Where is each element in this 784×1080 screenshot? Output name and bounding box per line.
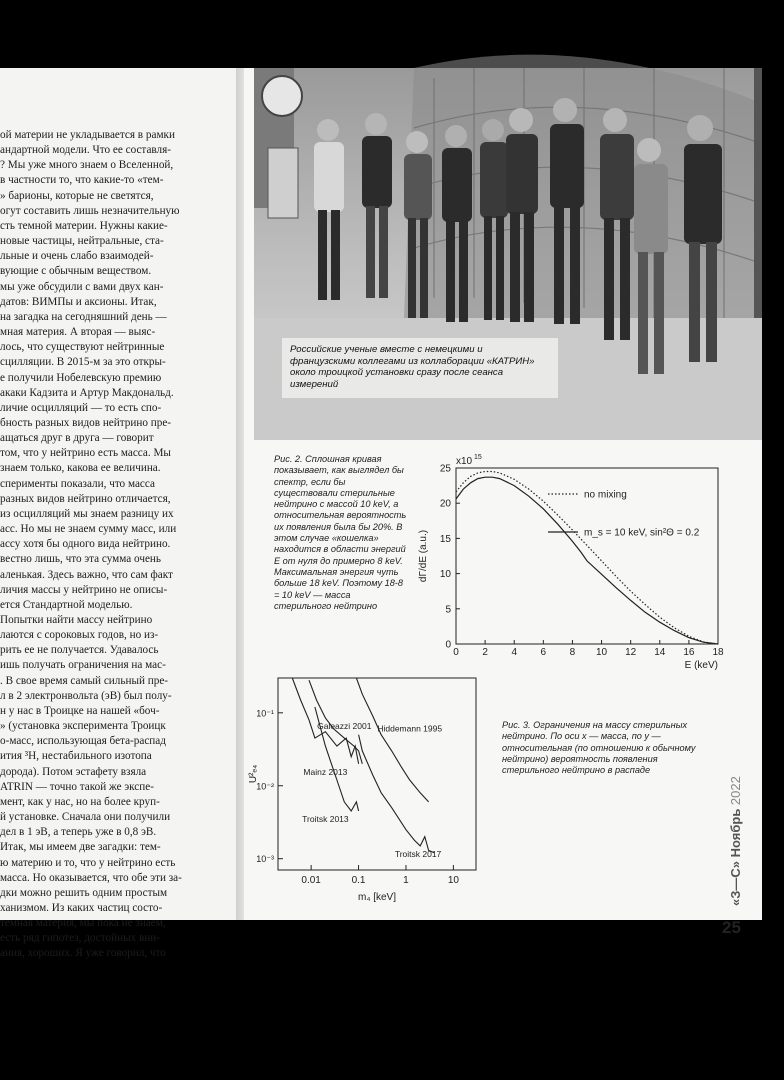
x-tick-label: 12 bbox=[625, 647, 637, 658]
left-text-column bbox=[0, 128, 232, 962]
text-line: асс. Но мы не знаем сумму масс, или bbox=[0, 523, 177, 536]
x-tick-label: 6 bbox=[540, 647, 547, 658]
y-tick-label: 15 bbox=[439, 533, 451, 545]
text-line: новые частицы, нейтральные, ста- bbox=[0, 235, 164, 248]
group-photo bbox=[254, 68, 774, 440]
text-line: знаем только, какова ее величина. bbox=[0, 462, 161, 475]
x-tick-label: 0 bbox=[453, 647, 459, 658]
text-line: разных видов нейтрино отличается, bbox=[0, 492, 171, 505]
text-line: ания, хороших. Я уже говорил, что bbox=[0, 947, 166, 960]
text-line: ю материю и то, что у нейтрино есть bbox=[0, 856, 176, 869]
limit-curve bbox=[356, 678, 428, 802]
text-line: » (установка эксперимента Троицк bbox=[0, 720, 166, 733]
text-line: ой материи не укладывается в рамки bbox=[0, 129, 175, 141]
text-line: сперименты показали, что масса bbox=[0, 477, 155, 490]
y-tick-label: 10⁻² bbox=[256, 781, 274, 792]
text-line: й установке. Сначала они получили bbox=[0, 811, 171, 824]
x-tick-label: 18 bbox=[712, 647, 724, 658]
text-line: лаются с сороковых годов, но из- bbox=[0, 629, 159, 642]
text-line: масса. Но оказывается, что обе эти за- bbox=[0, 871, 182, 884]
text-line: ишь получать ограничения на мас- bbox=[0, 659, 166, 672]
text-line: о-масс, использующая бета-распад bbox=[0, 735, 166, 748]
figure-2-spectrum-chart bbox=[412, 452, 734, 672]
text-line: бность разных видов нейтрино пре- bbox=[0, 416, 172, 429]
text-line: есть ряд гипотез, достойных вни- bbox=[0, 932, 160, 945]
text-line: е получили Нобелевскую премию bbox=[0, 371, 162, 384]
text-line: сть темной материи. Нужны какие- bbox=[0, 219, 168, 232]
magazine-name: «З—С» Ноябрь bbox=[728, 808, 743, 906]
curve-label: Troitsk 2013 bbox=[302, 813, 349, 824]
text-line: лось, что существуют нейтринные bbox=[0, 341, 165, 354]
text-line: рить ее не получается. Удавалось bbox=[0, 644, 159, 657]
text-line: мы уже обсудили с вами двух кан- bbox=[0, 280, 164, 293]
y-multiplier-label: x10 bbox=[456, 456, 473, 467]
text-line: сцилляции. В 2015-м за это откры- bbox=[0, 356, 166, 369]
text-line: л в 2 электронвольта (эВ) был полу- bbox=[0, 689, 172, 702]
x-axis-label: m₄ [keV] bbox=[358, 892, 396, 903]
magazine-issue-tab bbox=[728, 746, 750, 906]
y-tick-label: 10⁻³ bbox=[256, 854, 274, 865]
text-line: андартной модели. Что ее составля- bbox=[0, 144, 171, 157]
text-line: дел в 1 эВ, а теперь уже в 0,8 эВ. bbox=[0, 826, 157, 839]
y-tick-label: 10 bbox=[439, 569, 451, 581]
figure-2-caption: Рис. 2. Сплошная кривая показывает, как выглядел бы спектр, если бы существовали стерильные нейтрино с массой 10 keV, а относительная вероятность их появления была бы 20%. В этом случае «кошелка» находится в области энергий E от нуля до примерно 8 keV. Максимальная энергия чуть больше 18 keV. Поэтому 18-8 = 10 keV — масса стерильного нейтрино bbox=[274, 454, 407, 611]
y-tick-label: 5 bbox=[445, 604, 451, 616]
page-number: 25 bbox=[722, 918, 741, 937]
text-line: том, что у нейтрино есть масса. Мы bbox=[0, 447, 171, 460]
left-page bbox=[0, 68, 236, 960]
text-line: н у нас в Троицке на нашей «боч- bbox=[0, 704, 160, 717]
legend-entry: no mixing bbox=[584, 489, 627, 501]
x-tick-label: 0.1 bbox=[351, 875, 366, 886]
text-line: дорода). Потом эстафету взяла bbox=[0, 765, 147, 778]
y-tick-label: 25 bbox=[439, 463, 451, 475]
text-line: Итак, мы имеем две загадки: тем- bbox=[0, 841, 161, 854]
right-page bbox=[244, 68, 784, 937]
text-line: ития ³Н, нестабильного изотопа bbox=[0, 750, 152, 763]
text-line: мент, как у нас, но на более круп- bbox=[0, 795, 160, 808]
text-line: ? Мы уже много знаем о Вселенной, bbox=[0, 159, 174, 172]
curve-label: Galeazzi 2001 bbox=[317, 720, 372, 731]
curve-label: Troitsk 2017 bbox=[394, 849, 442, 860]
text-line: вестно лишь, что эта сумма очень bbox=[0, 553, 162, 566]
x-tick-label: 2 bbox=[482, 647, 488, 658]
magazine-year: 2022 bbox=[728, 776, 743, 806]
limit-curve bbox=[359, 735, 435, 853]
text-line: из осцилляций мы знаем разницу их bbox=[0, 507, 174, 520]
x-tick-label: 16 bbox=[683, 647, 695, 658]
y-axis-label: dΓ/dE (a.u.) bbox=[418, 529, 429, 583]
text-line: аленькая. Здесь важно, что сам факт bbox=[0, 568, 173, 581]
photo-caption: Российские ученые вместе с немецкими и французскими коллегами из коллаборации «КАТРИН» около троицкой установки сразу после сеанса измерений bbox=[282, 338, 558, 398]
text-line: ащаться друг в друга — говорит bbox=[0, 432, 154, 445]
text-line: личие осцилляций — то есть спо- bbox=[0, 401, 162, 414]
x-tick-label: 0.01 bbox=[301, 875, 321, 886]
x-tick-label: 14 bbox=[654, 647, 666, 658]
text-line: на загадка на сегодняшний день — bbox=[0, 310, 167, 323]
text-line: мная материя. А вторая — выяс- bbox=[0, 326, 156, 339]
text-line: датов: ВИМПы и аксионы. Итак, bbox=[0, 295, 157, 308]
y-tick-label: 20 bbox=[439, 498, 451, 510]
text-line: ханизмом. Из каких частиц состо- bbox=[0, 901, 163, 914]
x-tick-label: 10 bbox=[447, 875, 459, 886]
legend-entry: m_s = 10 keV, sin²Θ = 0.2 bbox=[584, 527, 700, 539]
text-line: темная материя, мы пока не знаем, bbox=[0, 917, 166, 930]
x-tick-label: 4 bbox=[511, 647, 518, 658]
text-line: дки можно решить одним простым bbox=[0, 886, 168, 899]
text-line: льные и очень слабо взаимодей- bbox=[0, 250, 154, 263]
curve-label: Hiddemann 1995 bbox=[377, 723, 443, 734]
text-line: ATRIN — точно такой же экспе- bbox=[0, 780, 154, 793]
figure-3-limits-chart bbox=[244, 674, 496, 904]
book-cover-edge bbox=[762, 0, 784, 1080]
curve-label: Mainz 2013 bbox=[303, 767, 348, 778]
figure-3-caption: Рис. 3. Ограничения на массу стерильных нейтрино. По оси x — масса, по y — относительная (по отношению к обычному нейтрино) вероятность появления стерильного нейтрино в распаде bbox=[502, 720, 696, 776]
x-tick-label: 8 bbox=[569, 647, 576, 658]
x-axis-label: E (keV) bbox=[684, 660, 718, 671]
text-line: ется Стандартной моделью. bbox=[0, 598, 133, 611]
text-line: вующие с обычным веществом. bbox=[0, 265, 152, 278]
text-line: Попытки найти массу нейтрино bbox=[0, 614, 153, 626]
y-tick-label: 10⁻¹ bbox=[256, 708, 274, 719]
series-line-sterile bbox=[456, 477, 718, 644]
y-tick-label: 0 bbox=[445, 639, 451, 651]
text-line: . В свое время самый сильный пре- bbox=[0, 674, 169, 687]
text-line: огут составить лишь незначительную bbox=[0, 204, 180, 217]
x-tick-label: 1 bbox=[403, 875, 409, 886]
x-tick-label: 10 bbox=[595, 647, 608, 658]
text-line: » барионы, которые не светятся, bbox=[0, 189, 154, 202]
text-line: в частности то, что какие-то «тем- bbox=[0, 174, 164, 187]
y-axis-label: U²ₑ₄ bbox=[248, 764, 259, 784]
text-line: акаки Кадзита и Артур Макдональд. bbox=[0, 386, 174, 399]
y-multiplier-exponent: 15 bbox=[474, 454, 482, 461]
text-line: личия массы у нейтрино не описы- bbox=[0, 583, 168, 596]
text-line: ассу хотя бы одного вида нейтрино. bbox=[0, 538, 171, 551]
